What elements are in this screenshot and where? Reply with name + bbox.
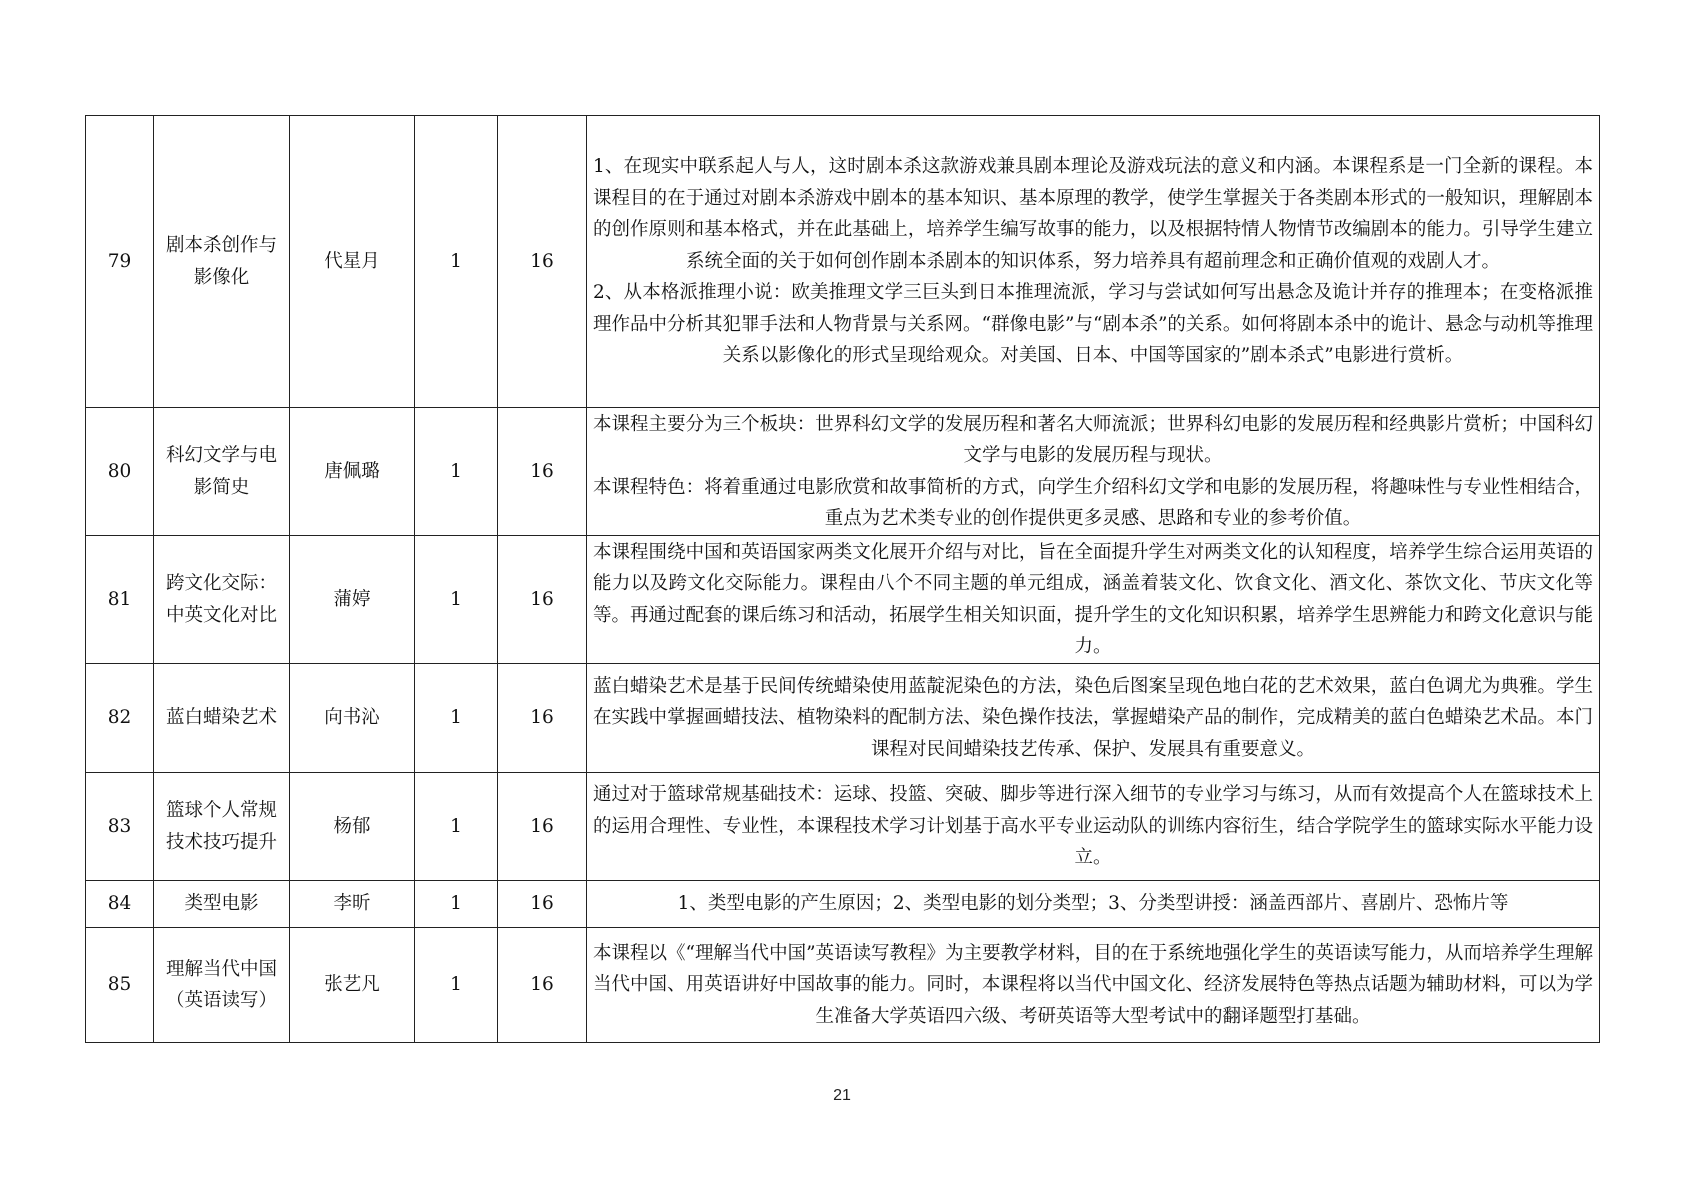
course-number: 81: [86, 536, 154, 664]
table-row: [86, 773, 1600, 881]
course-credits: 1: [415, 928, 498, 1043]
description-paragraph: 本课程以《“理解当代中国”英语读写教程》为主要教学材料，目的在于系统地强化学生的英语读写能力，从而培养学生理解当代中国、用英语讲好中国故事的能力。同时，本课程将以当代中国文化、经济发展特色等热点话题为辅助材料，可以为学生准备大学英语四六级、考研英语等大型考试中的翻译题型打基础。: [593, 942, 1593, 1027]
course-description: [587, 408, 1600, 536]
course-description: [587, 928, 1600, 1043]
description-paragraph: 2、从本格派推理小说：欧美推理文学三巨头到日本推理流派，学习与尝试如何写出悬念及诡计并存的推理本；在变格派推理作品中分析其犯罪手法和人物背景与关系网。“群像电影”与“剧本杀”的关系。如何将剧本杀中的诡计、悬念与动机等推理关系以影像化的形式呈现给观众。对美国、日本、中国等国家的”剧本杀式”电影进行赏析。: [593, 282, 1593, 367]
table-row: [86, 536, 1600, 664]
course-hours: 16: [498, 773, 587, 881]
course-table: [85, 115, 1600, 1043]
course-description: [587, 116, 1600, 408]
description-paragraph: 蓝白蜡染艺术是基于民间传统蜡染使用蓝靛泥染色的方法，染色后图案呈现色地白花的艺术效果，蓝白色调尤为典雅。学生在实践中掌握画蜡技法、植物染料的配制方法、染色操作技法，掌握蜡染产品的制作，完成精美的蓝白色蜡染艺术品。本门课程对民间蜡染技艺传承、保护、发展具有重要意义。: [593, 675, 1593, 760]
page-number: 21: [833, 1087, 851, 1104]
table-row: [86, 116, 1600, 408]
course-teacher: 蒲婷: [290, 536, 415, 664]
description-paragraph: 1、类型电影的产生原因；2、类型电影的划分类型；3、分类型讲授：涵盖西部片、喜剧片、恐怖片等: [677, 893, 1509, 915]
course-number: 80: [86, 408, 154, 536]
course-number: 82: [86, 664, 154, 773]
course-hours: 16: [498, 928, 587, 1043]
table-row: [86, 664, 1600, 773]
course-teacher: 张艺凡: [290, 928, 415, 1043]
description-paragraph: 通过对于篮球常规基础技术：运球、投篮、突破、脚步等进行深入细节的专业学习与练习，从而有效提高个人在篮球技术上的运用合理性、专业性，本课程技术学习计划基于高水平专业运动队的训练内容衍生，结合学院学生的篮球实际水平能力设立。: [593, 784, 1593, 869]
course-teacher: 李昕: [290, 881, 415, 928]
course-teacher: 代星月: [290, 116, 415, 408]
course-hours: 16: [498, 116, 587, 408]
course-credits: 1: [415, 773, 498, 881]
course-name: 蓝白蜡染艺术: [154, 664, 290, 773]
course-hours: 16: [498, 408, 587, 536]
course-credits: 1: [415, 408, 498, 536]
course-name: 篮球个人常规技术技巧提升: [154, 773, 290, 881]
course-number: 83: [86, 773, 154, 881]
course-credits: 1: [415, 881, 498, 928]
description-paragraph: 1、在现实中联系起人与人，这时剧本杀这款游戏兼具剧本理论及游戏玩法的意义和内涵。本课程系是一门全新的课程。本课程目的在于通过对剧本杀游戏中剧本的基本知识、基本原理的教学，使学生掌握关于各类剧本形式的一般知识，理解剧本的创作原则和基本格式，并在此基础上，培养学生编写故事的能力，以及根据特情人物情节改编剧本的能力。引导学生建立系统全面的关于如何创作剧本杀剧本的知识体系，努力培养具有超前理念和正确价值观的戏剧人才。: [593, 156, 1593, 272]
course-name: 类型电影: [154, 881, 290, 928]
course-hours: 16: [498, 664, 587, 773]
description-paragraph: 本课程主要分为三个板块：世界科幻文学的发展历程和著名大师流派；世界科幻电影的发展历程和经典影片赏析；中国科幻文学与电影的发展历程与现状。: [593, 413, 1593, 466]
course-teacher: 向书沁: [290, 664, 415, 773]
course-description: [587, 881, 1600, 928]
course-description: [587, 773, 1600, 881]
course-description: [587, 664, 1600, 773]
course-credits: 1: [415, 664, 498, 773]
course-name: 科幻文学与电影简史: [154, 408, 290, 536]
course-number: 79: [86, 116, 154, 408]
table-row: [86, 408, 1600, 536]
description-paragraph: 本课程围绕中国和英语国家两类文化展开介绍与对比，旨在全面提升学生对两类文化的认知程度，培养学生综合运用英语的能力以及跨文化交际能力。课程由八个不同主题的单元组成，涵盖着装文化、饮食文化、酒文化、茶饮文化、节庆文化等等。再通过配套的课后练习和活动，拓展学生相关知识面，提升学生的文化知识积累，培养学生思辨能力和跨文化意识与能力。: [593, 541, 1593, 657]
course-description: [587, 536, 1600, 664]
course-credits: 1: [415, 536, 498, 664]
course-name: 理解当代中国（英语读写）: [154, 928, 290, 1043]
course-teacher: 唐佩璐: [290, 408, 415, 536]
course-name: 剧本杀创作与影像化: [154, 116, 290, 408]
course-name: 跨文化交际：中英文化对比: [154, 536, 290, 664]
course-hours: 16: [498, 536, 587, 664]
table-row: [86, 928, 1600, 1043]
course-number: 84: [86, 881, 154, 928]
course-teacher: 杨郁: [290, 773, 415, 881]
course-hours: 16: [498, 881, 587, 928]
table-row: [86, 881, 1600, 928]
course-credits: 1: [415, 116, 498, 408]
description-paragraph: 本课程特色：将着重通过电影欣赏和故事简析的方式，向学生介绍科幻文学和电影的发展历程，将趣味性与专业性相结合，重点为艺术类专业的创作提供更多灵感、思路和专业的参考价值。: [593, 476, 1593, 529]
course-number: 85: [86, 928, 154, 1043]
